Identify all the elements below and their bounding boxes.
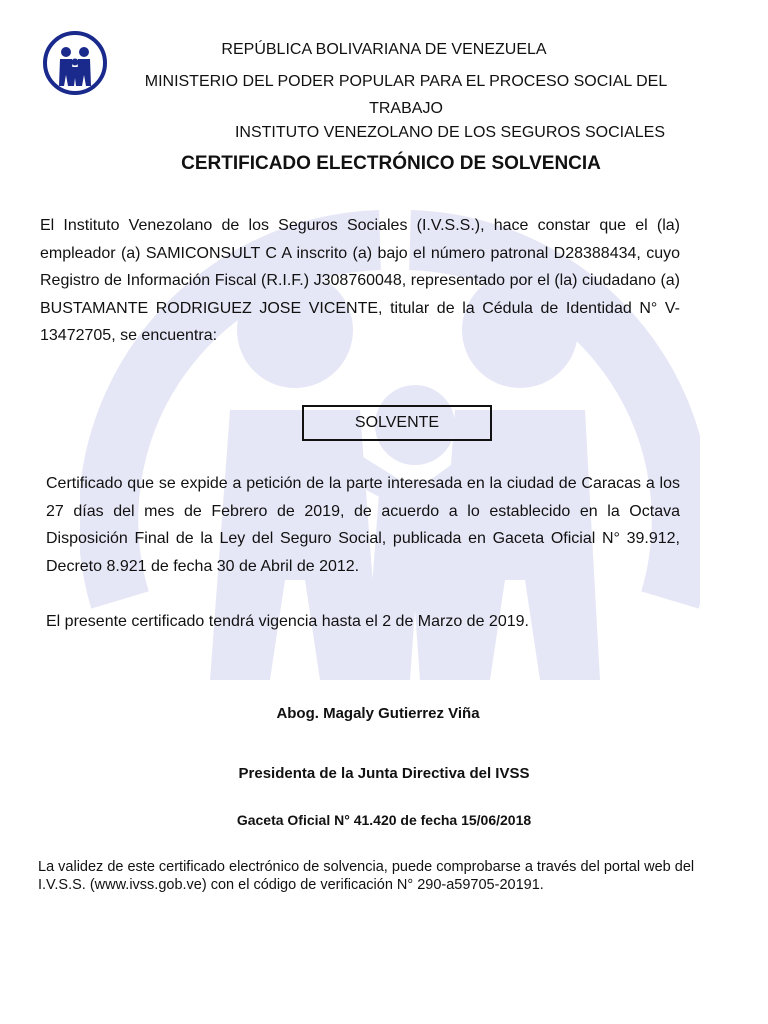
logo-text: IVSS <box>69 38 81 44</box>
validity-paragraph: El presente certificado tendrá vigencia hasta el 2 de Marzo de 2019. <box>46 613 529 630</box>
status-box: SOLVENTE <box>302 405 492 441</box>
signatory-name: Abog. Magaly Gutierrez Viña <box>276 705 480 722</box>
document-title: CERTIFICADO ELECTRÓNICO DE SOLVENCIA <box>181 153 601 174</box>
signatory-gazette: Gaceta Oficial N° 41.420 de fecha 15/06/2018 <box>236 812 532 828</box>
certification-paragraph: El Instituto Venezolano de los Seguros Sociales (I.V.S.S.), hace constar que el (la) empleador (a) SAMICONSULT C A inscrito (a) bajo el número patronal D28388434, cuyo Registro de Información Fiscal (R.I.F.) J308760048, representado por el (la) ciudadano (a) BUSTAMANTE RODRIGUEZ JOSE VICENTE, titular de la Cédula de Identidad N° V-13472705, se encuentra: <box>40 217 680 344</box>
header-country: REPÚBLICA BOLIVARIANA DE VENEZUELA <box>221 41 547 58</box>
signatory-role: Presidenta de la Junta Directiva del IVSS <box>238 765 530 782</box>
verification-footer: La validez de este certificado electrónico de solvencia, puede comprobarse a través del portal web del I.V.S.S. (www.ivss.gob.ve) con el código de verificación N° 290-a59705-20191. <box>38 859 695 893</box>
header-ministry: MINISTERIO DEL PODER POPULAR PARA EL PROCESO SOCIAL DEL TRABAJO <box>144 73 668 117</box>
header-institute: INSTITUTO VENEZOLANO DE LOS SEGUROS SOCIALES <box>234 124 666 141</box>
issuance-paragraph: Certificado que se expide a petición de la parte interesada en la ciudad de Caracas a los 27 días del mes de Febrero de 2019, de acuerdo a lo establecido en la Octava Disposición Final de la Ley del Seguro Social, publicada en Gaceta Oficial N° 39.912, Decreto 8.921 de fecha 30 de Abril de 2012. <box>46 475 680 575</box>
